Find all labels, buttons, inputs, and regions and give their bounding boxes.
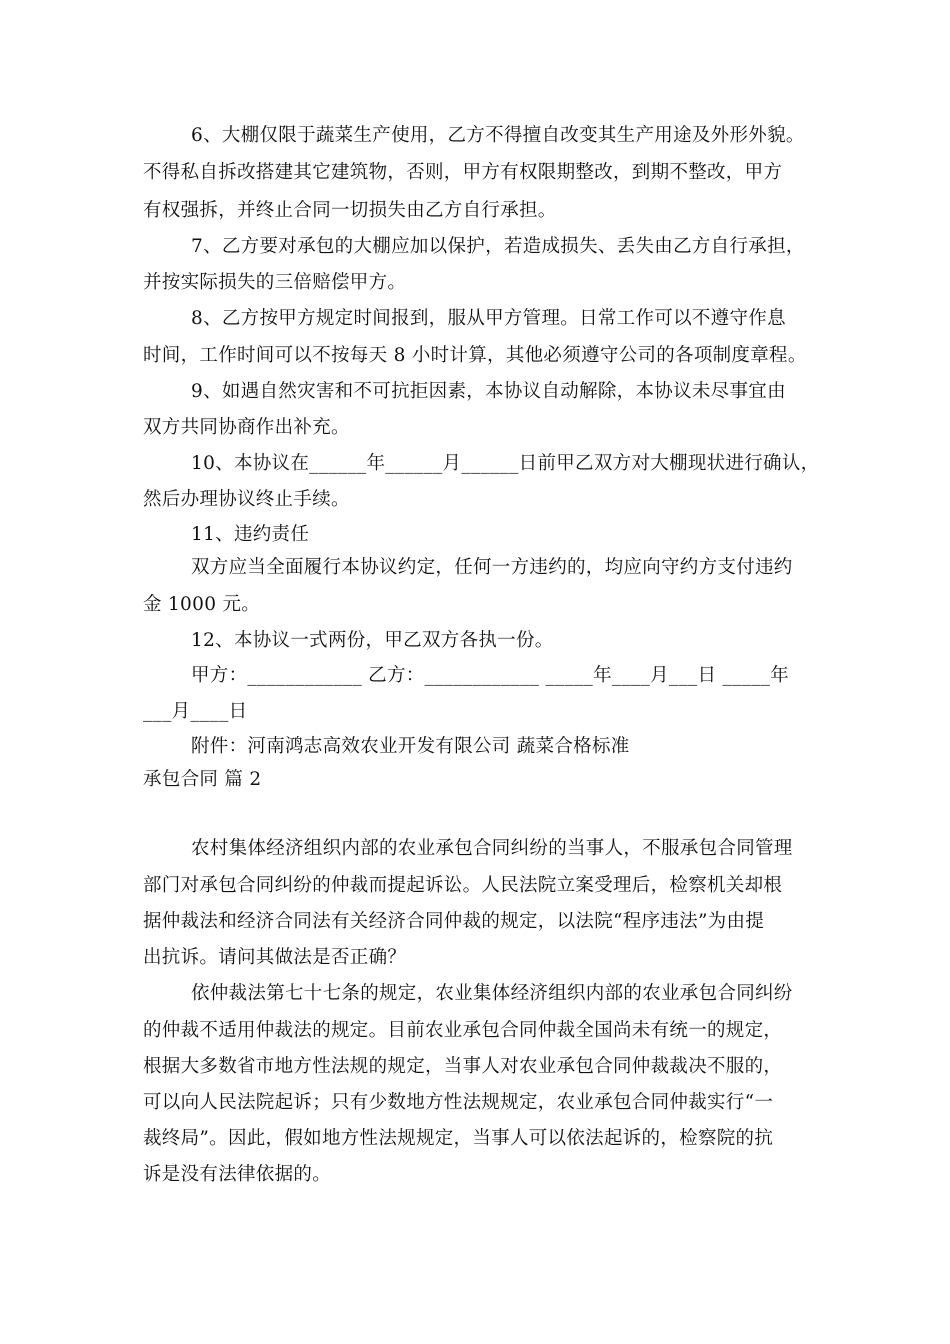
clause-8-line-1: 8、乙方按甲方规定时间报到，服从甲方管理。日常工作可以不遵守作息 [191, 308, 786, 329]
clause-6-line-3: 有权强拆，并终止合同一切损失由乙方自行承担。 [143, 200, 557, 221]
clause-7-line-1: 7、乙方要对承包的大棚应加以保护，若造成损失、丢失由乙方自行承担， [191, 236, 805, 257]
paragraph-2-line-6: 诉是没有法律依据的。 [143, 1164, 332, 1185]
clause-8-line-2: 时间，工作时间可以不按每天 8 小时计算，其他必须遵守公司的各项制度章程。 [143, 345, 807, 366]
paragraph-1-line-4: 出抗诉。请问其做法是否正确？ [143, 947, 407, 968]
paragraph-1-line-2: 部门对承包合同纠纷的仲裁而提起诉讼。人民法院立案受理后，检察机关却根 [143, 875, 783, 896]
paragraph-2-line-5: 裁终局”。因此，假如地方性法规规定，当事人可以依法起诉的，检察院的抗 [143, 1128, 774, 1149]
paragraph-2-line-1: 依仲裁法第七十七条的规定，农业集体经济组织内部的农业承包合同纠纷 [191, 983, 793, 1004]
clause-11-heading: 11、违约责任 [191, 524, 310, 545]
signature-line-1: 甲方：____________ 乙方：____________ _____年____月___日 _____年 [191, 665, 790, 686]
clause-7-line-2: 并按实际损失的三倍赔偿甲方。 [143, 272, 407, 293]
clause-10-line-1: 10、本协议在______年______月______日前甲乙双方对大棚现状进行确认， [191, 453, 820, 474]
clause-10-line-2: 然后办理协议终止手续。 [143, 489, 350, 510]
clause-12-line: 12、本协议一式两份，甲乙双方各执一份。 [191, 630, 554, 651]
paragraph-2-line-2: 的仲裁不适用仲裁法的规定。目前农业承包合同仲裁全国尚未有统一的规定， [143, 1020, 783, 1041]
clause-9-line-1: 9、如遇自然灾害和不可抗拒因素，本协议自动解除，本协议未尽事宜由 [191, 381, 786, 402]
section-heading: 承包合同 篇 2 [143, 769, 262, 790]
clause-6-line-1: 6、大棚仅限于蔬菜生产使用，乙方不得擅自改变其生产用途及外形外貌。 [191, 125, 805, 146]
clause-11-line-2: 金 1000 元。 [143, 594, 261, 615]
paragraph-1-line-3: 据仲裁法和经济合同法有关经济合同仲裁的规定，以法院“程序违法”为由提 [143, 911, 765, 932]
paragraph-2-line-4: 可以向人民法院起诉；只有少数地方性法规规定，农业承包合同仲裁实行“一 [143, 1092, 774, 1113]
signature-line-2: ___月____日 [143, 701, 248, 722]
paragraph-1-line-1: 农村集体经济组织内部的农业承包合同纠纷的当事人，不服承包合同管理 [191, 838, 793, 859]
clause-6-line-2: 不得私自拆改搭建其它建筑物，否则，甲方有权限期整改，到期不整改，甲方 [143, 162, 783, 183]
paragraph-2-line-3: 根据大多数省市地方性法规的规定，当事人对农业承包合同仲裁裁决不服的， [143, 1056, 783, 1077]
clause-11-line-1: 双方应当全面履行本协议约定，任何一方违约的，均应向守约方支付违约 [191, 557, 793, 578]
clause-9-line-2: 双方共同协商作出补充。 [143, 417, 350, 438]
attachment-line: 附件：河南鸿志高效农业开发有限公司 蔬菜合格标准 [191, 736, 630, 757]
